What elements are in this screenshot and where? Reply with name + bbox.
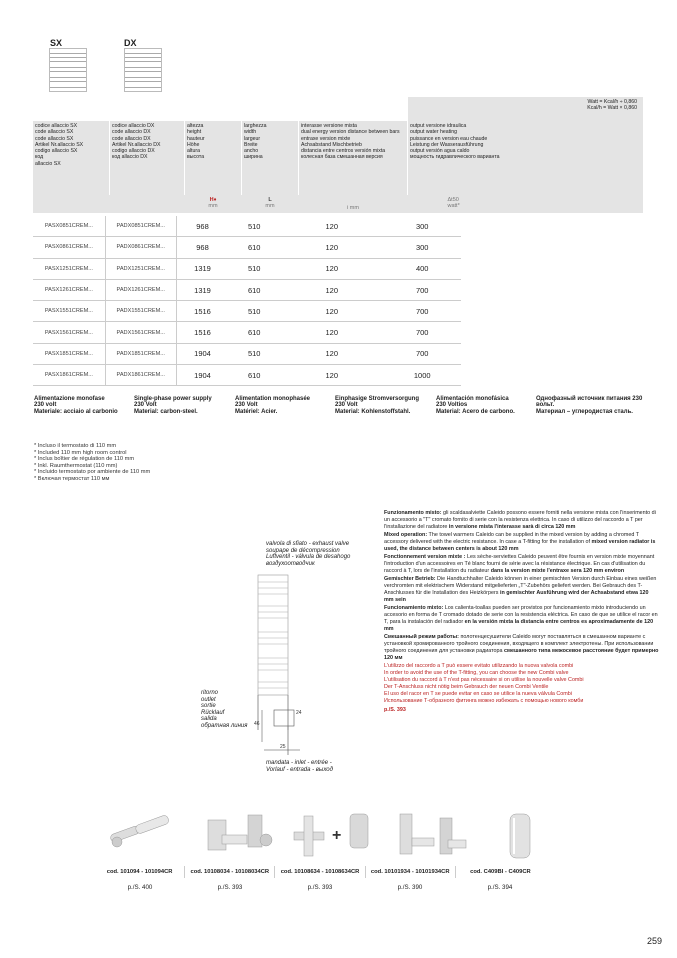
table-row [33, 279, 461, 300]
table-cell-l: 510 [228, 343, 280, 364]
col-output-header: output versione idraulica output water heating puissance en version eau chaude Leistung der Wasserausführung output versión agua caldo мощность гидравлического варианта [410, 123, 500, 161]
table-cell-w: 1000 [383, 365, 461, 386]
product-image-5 [500, 810, 540, 862]
material-fr: Alimentation monophasée 230 Volt Matériel: Acier. [235, 396, 311, 415]
table-cell-sx: PASX1261CREM... [33, 279, 105, 300]
product-image-3 [290, 810, 380, 862]
table-cell-i: 120 [280, 258, 383, 279]
col-interaxis-header: interasse versione mista dual energy version distance between bars entraxe version mixte Achsabstand Mischbetrieb distancia entre centros versión mixta колесная база смешанная версия [299, 121, 408, 195]
table-cell-sx: PASX0851CREM... [33, 216, 105, 237]
table-cell-dx: PADX1551CREM... [105, 301, 176, 322]
table-cell-i: 120 [280, 365, 383, 386]
product-page: p./S. 394 [487, 884, 513, 891]
table-cell-w: 300 [383, 237, 461, 258]
formula-box: Watt = Kcal/h ÷ 0,860 Kcal/h = Watt × 0,860 [408, 97, 644, 121]
table-cell-l: 510 [228, 216, 280, 237]
product-code: cod. 101094 - 101094CR [95, 866, 185, 878]
table-cell-w: 300 [383, 216, 461, 237]
unit-row: H♦ mm L mm i mm Δt50 watt* [33, 195, 643, 213]
table-cell-i: 120 [280, 301, 383, 322]
table-cell-sx: PASX1551CREM... [33, 301, 105, 322]
product-image-4 [392, 810, 472, 862]
table-cell-sx: PASX1561CREM... [33, 322, 105, 343]
table-cell-w: 700 [383, 301, 461, 322]
spec-header-table [33, 97, 643, 213]
table-cell-dx: PADX1261CREM... [105, 279, 176, 300]
table-cell-dx: PADX1851CREM... [105, 343, 176, 364]
column-headers [33, 121, 643, 195]
table-cell-sx: PASX1251CREM... [33, 258, 105, 279]
table-cell-l: 610 [228, 322, 280, 343]
product-code: cod. 10108034 - 10108034CR [185, 866, 275, 878]
product-page: p./S. 390 [397, 884, 423, 891]
supply-label: mandata - inlet - entrée - Vorlauf - entrada - выход [266, 760, 333, 773]
table-cell-h: 968 [176, 237, 228, 258]
table-cell-h: 1904 [176, 365, 228, 386]
product-code: cod. 10101934 - 10101934CR [366, 866, 456, 878]
dim-24: 24 [296, 710, 302, 716]
table-cell-i: 120 [280, 322, 383, 343]
table-cell-h: 1319 [176, 258, 228, 279]
return-label: ritorno outlet sortie Rücklauf salida обратная линия [201, 690, 248, 729]
table-cell-sx: PASX1851CREM... [33, 343, 105, 364]
product-page: p./S. 393 [217, 884, 243, 891]
product-page: p./S. 393 [307, 884, 333, 891]
table-cell-h: 1904 [176, 343, 228, 364]
table-row [33, 237, 461, 258]
mixed-connection-diagram [250, 570, 310, 770]
mixed-operation-description: Funzionamento misto: gli scaldasalviette Caleido possono essere forniti nella versione mista con l'inserimento di un accessorio a "T" cromato fornito di serie con la resistenza elettrica. In caso di utilizzo del raccordo a T per l'installazione del radiatore in versione mista l'interasse sarà di circa 120 mm Mixed operation: The towel warmers Caleido can be supplied in the mixed version by adding a chromed T accessory delivered with the electric resistance. In case a T-fitting for the installation of mixed version radiator is used, the distance between centers is about 120 mm Fonctionnement version mixte : Les sèche-serviettes Caleido peuvent être fournis en version mixte moyennant l'introduction d'un accessoires en Té blanc fourni de série avec la résistance électrique. En cas d'utilisation du raccord à T, lors de l'installation du radiateur dans la version mixte l'entraxe sera 120 mm environ Gemischter Betrieb: Die Handtuchhalter Caleido können in einer gemischten Version durch Einbau eines weißen verchromten mit elektrischem Widerstand mitgelieferten „T"-Zubehörs geliefert werden. Bei Gebrauch des T-Anschlusses für die Installation des Heizkörpers in gemischter Ausführung wird der Achsabstand etwa 120 mm sein Funcionamiento mixto: Los calienta-toallas pueden ser provistos por funcionamiento mixto introduciendo un accesorio en forma de T cromado dotado de serie con la resistencia eléctrica. En caso de que se utilice el racor en T, para la instalación del radiador en la versión mixta la distancia entre centros es aproximadamente de 120 mm Смешанный режим работы: полотенцесушители Caleido могут поставляться в смешанном варианте с установкой хромированного тройного соединения, входящего в комплект электротены. При использовании тройного соединения для установки радиатора смешанного типа межосевое расстояние будет примерно 120 мм L'utilizzo del raccordo a T può essere evitato utilizzando la nuova valvola combi In order to avoid the use of the T-fitting, you can choose the new Combi valve L'utilisation du raccord à T n'est pas nécessaire si on utilise la nouvelle valve Combi Der T-Anschluss nicht nötig beim Gebrauch der neuen Combi Ventile El uso del racor en T se puede evitar en caso se utilice la nueva válvula Combi Использование Т-образного фитинга можно избежать с помощью нового комби p./S. 393 [384, 510, 659, 713]
product-codes [95, 866, 545, 878]
page-reference: p./S. 393 [384, 707, 406, 713]
col-dx-header: codice allaccio DX code allaccio DX code allaccio DX Artikel Nr.allaccio DX codigo allaccio DX код allaccio DX [110, 121, 185, 195]
model-data-table [33, 216, 461, 386]
table-cell-h: 1516 [176, 301, 228, 322]
table-row [33, 301, 461, 322]
table-cell-dx: PADX1251CREM... [105, 258, 176, 279]
table-cell-l: 610 [228, 365, 280, 386]
valve-label: valvola di sfiato - exhaust valve soupape de décompression Luftventil - válvula de desahogo воздухоотводчик [266, 541, 351, 567]
table-cell-i: 120 [280, 279, 383, 300]
dim-46: 46 [254, 721, 260, 727]
combi-valve-note: L'utilizzo del raccordo a T può essere evitato utilizzando la nuova valvola combi In order to avoid the use of the T-fitting, you can choose the new Combi valve L'utilisation du raccord à T n'est pas nécessaire si on utilise la nouvelle valve Combi Der T-Anschluss nicht nötig beim Gebrauch der neuen Combi Ventile El uso del racor en T se puede evitar en caso se utilice la nueva válvula Combi Использование Т-образного фитинга можно избежать с помощью нового комби [384, 663, 584, 704]
table-cell-sx: PASX0861CREM... [33, 237, 105, 258]
radiator-dx-thumbnail [124, 48, 162, 92]
footnotes: * Incluso il termostato di 110 mm * Included 110 mm high room control * Inclus boîtier de régulation de 110 mm * Inkl. Raumthermostat (110 mm) * Incluido termostato por ambiente de 110 mm * Включая термостат 110 мм [34, 443, 151, 482]
col-sx-header: codice allaccio SX code allaccio SX code allaccio SX Artikel Nr.allaccio SX codigo allaccio SX код allaccio SX [33, 121, 110, 195]
dx-label: DX [124, 38, 137, 48]
table-cell-h: 968 [176, 216, 228, 237]
table-cell-w: 400 [383, 258, 461, 279]
product-page: p./S. 400 [127, 884, 153, 891]
table-cell-dx: PADX0851CREM... [105, 216, 176, 237]
table-cell-dx: PADX0861CREM... [105, 237, 176, 258]
dim-25: 25 [280, 744, 286, 750]
table-row [33, 365, 461, 386]
table-cell-h: 1516 [176, 322, 228, 343]
product-code: cod. C409BI - C409CR [470, 869, 531, 875]
table-cell-w: 700 [383, 279, 461, 300]
table-cell-sx: PASX1861CREM... [33, 365, 105, 386]
table-cell-l: 610 [228, 237, 280, 258]
table-cell-i: 120 [280, 216, 383, 237]
table-row [33, 258, 461, 279]
material-de: Einphasige Stromversorgung 230 Volt Material: Kohlenstoffstahl. [335, 396, 420, 415]
table-cell-l: 510 [228, 258, 280, 279]
product-image-1 [105, 810, 180, 862]
sx-label: SX [50, 38, 63, 48]
table-cell-dx: PADX1861CREM... [105, 365, 176, 386]
material-es: Alimentación monofásica 230 Voltios Material: Acero de carbono. [436, 396, 515, 415]
table-row [33, 343, 461, 364]
product-image-2 [200, 810, 280, 862]
material-it: Alimentazione monofase 230 volt Materiale: acciaio al carbonio [34, 396, 118, 415]
table-row [33, 322, 461, 343]
table-cell-w: 700 [383, 322, 461, 343]
table-cell-l: 610 [228, 279, 280, 300]
material-ru: Однофазный источник питания 230 вольт. Материал – углеродистая сталь. [536, 396, 643, 415]
table-cell-h: 1319 [176, 279, 228, 300]
product-pages [95, 882, 545, 894]
radiator-sx-thumbnail [49, 48, 87, 92]
table-cell-w: 700 [383, 343, 461, 364]
col-width-header: larghezza width largeur Breite ancho ширина [242, 121, 299, 195]
table-row [33, 216, 461, 237]
table-cell-l: 510 [228, 301, 280, 322]
plus-icon: + [332, 827, 342, 844]
col-height-header: altezza height hauteur Höhe altura высота [185, 121, 242, 195]
table-cell-dx: PADX1561CREM... [105, 322, 176, 343]
product-code: cod. 10108634 - 10108634CR [275, 866, 365, 878]
table-cell-i: 120 [280, 343, 383, 364]
page-number: 259 [647, 936, 663, 946]
material-en: Single-phase power supply 230 Volt Material: carbon-steel. [134, 396, 212, 415]
table-cell-i: 120 [280, 237, 383, 258]
